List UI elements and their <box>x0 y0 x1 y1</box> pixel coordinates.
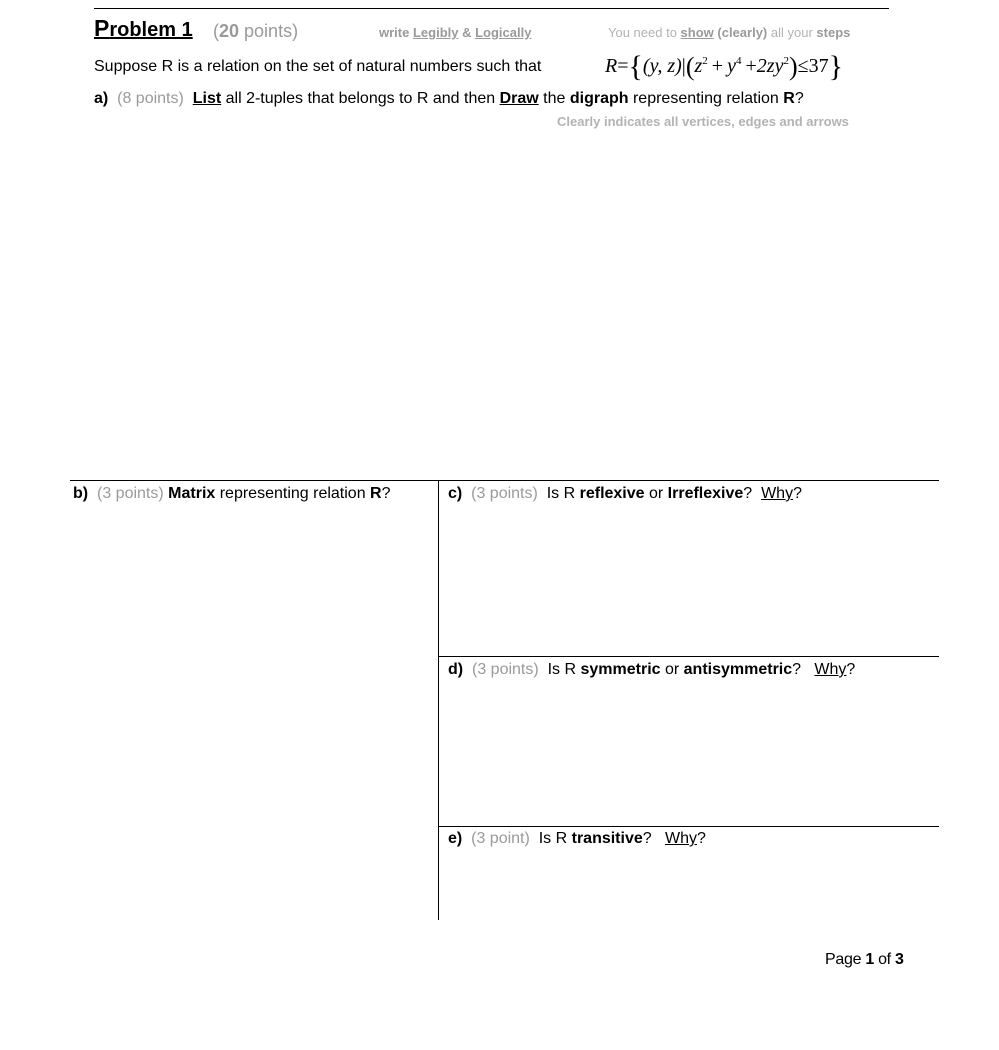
page-number <box>825 951 904 969</box>
part-d-answer-area[interactable] <box>440 686 938 824</box>
relation-formula <box>605 50 843 84</box>
part-b-q: ? <box>381 485 391 502</box>
grid-rule-d <box>438 656 939 657</box>
show-steps-note <box>608 25 850 40</box>
formula-r: R <box>605 55 618 77</box>
part-a-text-1: all 2-tuples that belongs to R and then <box>221 90 500 107</box>
all-your: all your <box>767 25 817 40</box>
part-e-question <box>448 830 706 848</box>
page-label: Page <box>825 951 866 968</box>
formula-z: z <box>694 55 703 77</box>
grid-divider <box>438 480 439 920</box>
part-d-symmetric: symmetric <box>580 661 661 678</box>
points-close: points) <box>239 21 299 41</box>
formula-open-paren: ( <box>685 52 695 81</box>
formula-open-brace: { <box>628 50 643 83</box>
part-e-answer-area[interactable] <box>440 855 938 919</box>
points-open: ( <box>213 21 219 41</box>
part-e-label: e) <box>448 830 463 847</box>
part-e-transitive: transitive <box>571 830 643 847</box>
part-c-question <box>448 485 802 503</box>
formula-term: 2zy <box>756 55 784 77</box>
part-c-points: (3 points) <box>471 485 538 502</box>
part-a-label: a) <box>94 90 109 107</box>
part-a-text-3: representing relation <box>628 90 784 107</box>
part-e-why: Why <box>665 830 697 847</box>
part-a-hint: Clearly indicates all vertices, edges and arrows <box>557 114 849 129</box>
formula-plus-2: + <box>745 55 757 77</box>
problem-points <box>213 21 298 42</box>
part-a-text-2: the <box>538 90 570 107</box>
formula-leq: ≤ <box>797 55 809 77</box>
part-c-answer-area[interactable] <box>440 510 938 654</box>
part-d-q2: ? <box>846 661 856 678</box>
grid-top-rule <box>70 480 939 481</box>
part-d-q: ? <box>792 661 802 678</box>
page-current: 1 <box>865 951 874 968</box>
amp: & <box>458 25 476 40</box>
formula-sup-4: 4 <box>735 55 742 67</box>
part-e-points: (3 point) <box>471 830 530 847</box>
part-a-r: R <box>783 90 795 107</box>
formula-sup-2a: 2 <box>702 55 708 67</box>
part-b-r: R <box>370 485 382 502</box>
problem-title-first: P <box>94 15 110 41</box>
part-e-q: ? <box>642 830 652 847</box>
part-b-label: b) <box>73 485 89 502</box>
part-a-digraph: digraph <box>569 90 629 107</box>
formula-sup-2b: 2 <box>783 55 789 67</box>
write-prefix: write <box>379 25 413 40</box>
part-c-label: c) <box>448 485 463 502</box>
top-rule <box>94 8 889 9</box>
part-d-or: or <box>660 661 684 678</box>
part-c-reflexive: reflexive <box>579 485 645 502</box>
part-b-question <box>73 485 391 503</box>
part-c-or: or <box>644 485 668 502</box>
part-d-text: Is R <box>547 661 581 678</box>
part-e-text: Is R <box>538 830 572 847</box>
part-d-antisymmetric: antisymmetric <box>683 661 793 678</box>
part-d-question <box>448 661 855 679</box>
problem-title-rest: roblem 1 <box>109 19 193 41</box>
part-b-points: (3 points) <box>97 485 164 502</box>
problem-title <box>94 15 193 42</box>
steps: steps <box>816 25 851 40</box>
part-c-why: Why <box>761 485 794 502</box>
part-d-points: (3 points) <box>472 661 539 678</box>
need-prefix: You need to <box>608 25 681 40</box>
part-b-matrix: Matrix <box>168 485 216 502</box>
formula-bar: | <box>681 55 686 77</box>
show: show <box>680 25 714 40</box>
legibly: Legibly <box>412 25 459 40</box>
clearly: (clearly) <box>713 25 768 40</box>
points-number: 20 <box>219 21 240 41</box>
part-a-question <box>94 90 804 108</box>
part-b-answer-area[interactable] <box>70 510 436 915</box>
part-d-why: Why <box>814 661 847 678</box>
statement-text: Suppose R is a relation on the set of natural numbers such that <box>94 58 542 75</box>
formula-bound: 37 <box>808 55 829 77</box>
part-a-draw: Draw <box>499 90 539 107</box>
part-c-q: ? <box>743 485 753 502</box>
page-of: of <box>873 951 895 968</box>
grid-rule-e <box>438 826 939 827</box>
part-b-text: representing relation <box>215 485 371 502</box>
formula-eq: = <box>617 55 629 77</box>
part-d-label: d) <box>448 661 464 678</box>
write-legibly-note <box>379 25 531 40</box>
formula-close-paren: ) <box>788 52 798 81</box>
formula-pair: (y, z) <box>642 55 682 77</box>
part-a-list: List <box>192 90 222 107</box>
part-a-q: ? <box>794 90 804 107</box>
part-e-q2: ? <box>697 830 706 847</box>
part-c-q2: ? <box>793 485 802 502</box>
part-a-points: (8 points) <box>117 90 184 107</box>
formula-plus-1: + <box>711 55 724 77</box>
part-c-irreflexive: Irreflexive <box>667 485 744 502</box>
part-a-answer-area[interactable] <box>70 135 939 475</box>
formula-y: y <box>727 55 736 77</box>
formula-close-brace: } <box>828 50 844 83</box>
page-total: 3 <box>894 951 904 968</box>
logically: Logically <box>475 25 532 40</box>
part-c-text: Is R <box>546 485 580 502</box>
